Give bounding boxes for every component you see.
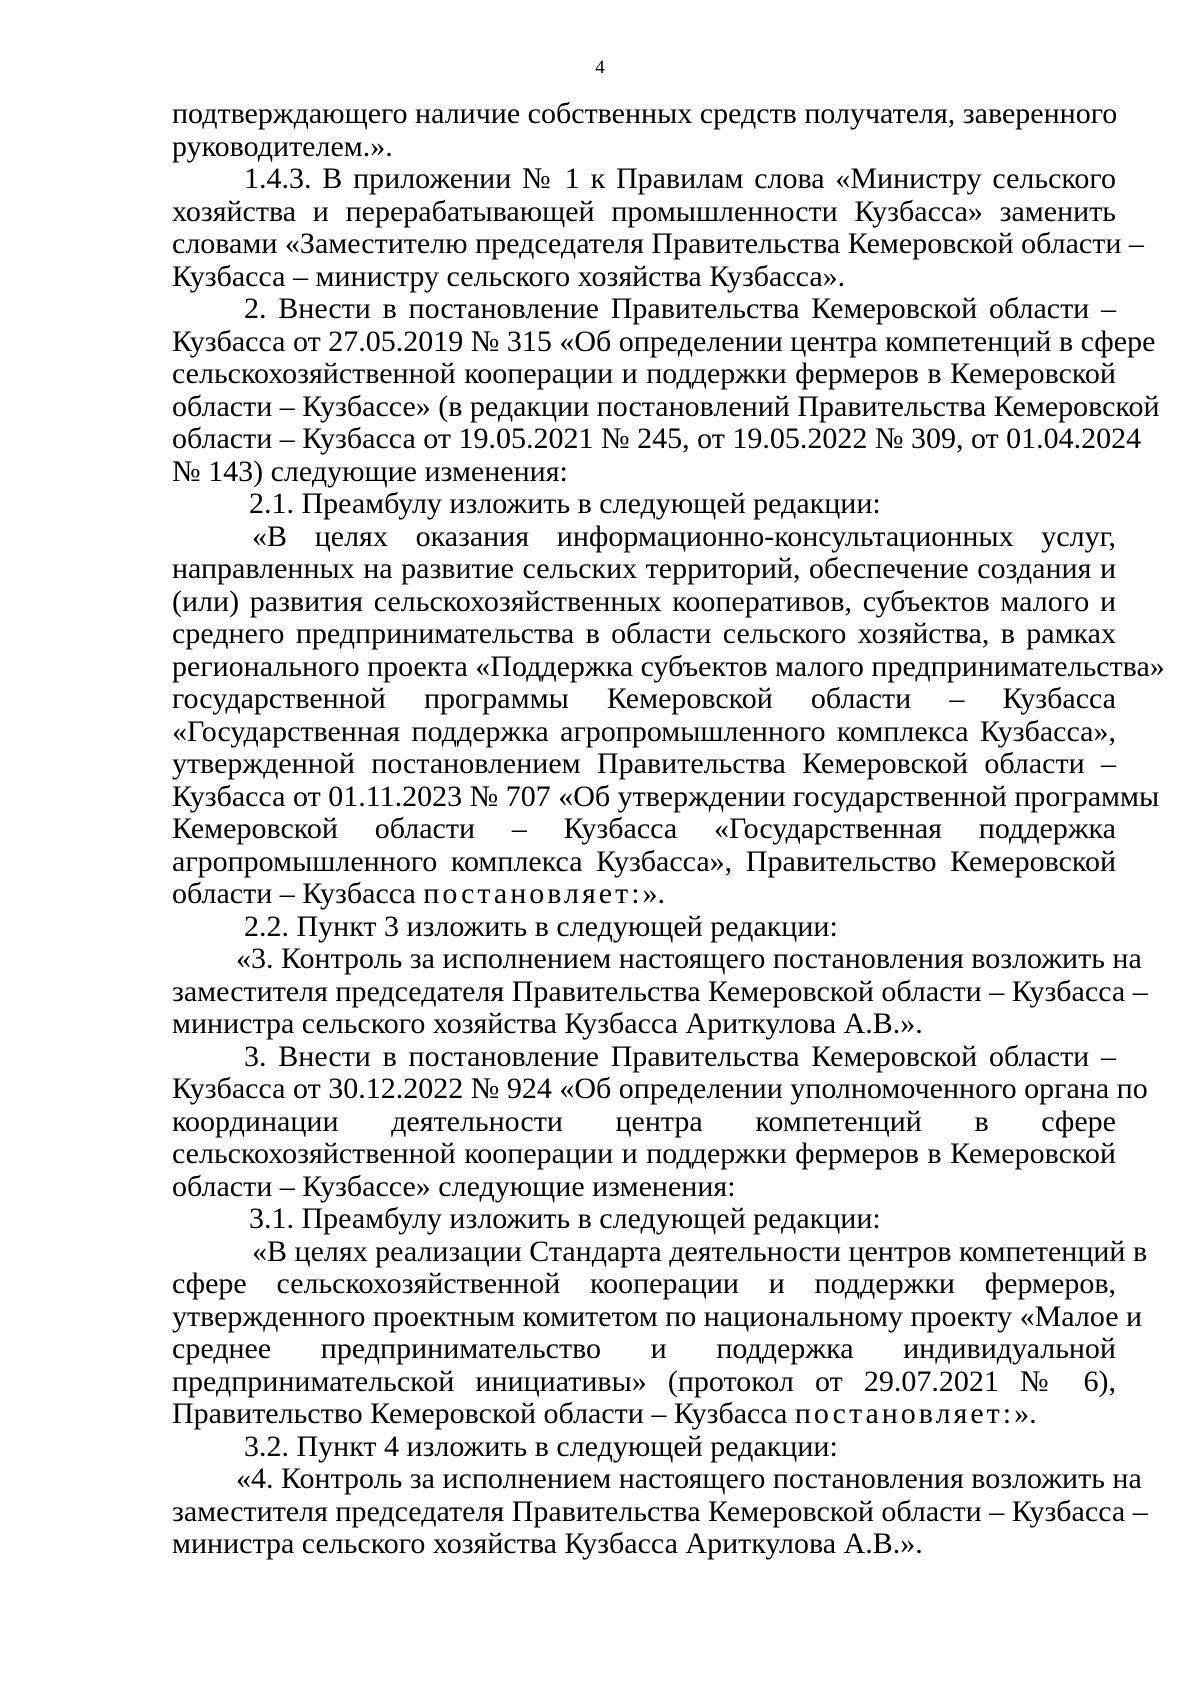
text-line: Правительство Кемеровской области – Кузбасса постановляет:». <box>172 1397 1037 1430</box>
spaced-word: постановляет: <box>794 1397 1015 1430</box>
text-line: Кузбасса от 27.05.2019 № 315 «Об определении центра компетенций в сфере <box>172 324 1156 358</box>
text-line: агропромышленного комплекса Кузбасса», Правительство Кемеровской <box>172 844 1116 878</box>
text-line: утвержденного проектным комитетом по национальному проекту «Малое и <box>172 1299 1143 1333</box>
text-line: регионального проекта «Поддержка субъектов малого предпринимательства» <box>172 649 1165 683</box>
text-line: министра сельского хозяйства Кузбасса Ариткулова А.В.». <box>172 1007 923 1040</box>
text-line: Кузбасса – министру сельского хозяйства Кузбасса». <box>172 259 846 293</box>
text-line: области – Кузбасса постановляет:». <box>172 877 666 910</box>
page-number: 4 <box>595 57 605 78</box>
text-line: направленных на развитие сельских территорий, обеспечение создания и <box>172 552 1116 585</box>
text-line: заместителя председателя Правительства Кемеровской области – Кузбасса – <box>172 1494 1148 1528</box>
text-line: «В целях реализации Стандарта деятельности центров компетенций в <box>252 1234 1148 1268</box>
text-line: № 143) следующие изменения: <box>172 454 568 488</box>
spaced-word: постановляет: <box>423 877 643 910</box>
text-line: подтверждающего наличие собственных средств получателя, заверенного <box>172 97 1118 130</box>
text-line: области – Кузбассе» (в редакции постановлений Правительства Кемеровской <box>172 389 1160 423</box>
text-line: 2.2. Пункт 3 изложить в следующей редакции: <box>244 909 838 943</box>
text-line: 2.1. Преамбулу изложить в следующей редакции: <box>249 487 881 520</box>
text-line: сельскохозяйственной кооперации и поддержки фермеров в Кемеровской <box>172 357 1116 390</box>
text-line: хозяйства и перерабатывающей промышленности Кузбасса» заменить <box>172 194 1116 228</box>
document-body <box>172 97 1165 1561</box>
text-line: 3. Внести в постановление Правительства Кемеровской области – <box>244 1039 1116 1073</box>
text-line: 3.2. Пункт 4 изложить в следующей редакции: <box>244 1429 838 1463</box>
text-line: словами «Заместителю председателя Правительства Кемеровской области – <box>172 227 1144 260</box>
text-line: «4. Контроль за исполнением настоящего постановления возложить на <box>236 1462 1142 1495</box>
text-line: государственной программы Кемеровской области – Кузбасса <box>172 682 1116 715</box>
text-line: руководителем.». <box>172 129 393 163</box>
text-line: среднее предпринимательство и поддержка индивидуальной <box>172 1332 1116 1365</box>
text-line: координации деятельности центра компетенций в сфере <box>172 1104 1116 1138</box>
text-line: сельскохозяйственной кооперации и поддержки фермеров в Кемеровской <box>172 1137 1116 1170</box>
text-line: сфере сельскохозяйственной кооперации и поддержки фермеров, <box>172 1267 1116 1300</box>
text-line: заместителя председателя Правительства Кемеровской области – Кузбасса – <box>172 974 1148 1008</box>
text-line: «Государственная поддержка агропромышленного комплекса Кузбасса», <box>172 714 1116 748</box>
text-line: утвержденной постановлением Правительства Кемеровской области – <box>172 747 1116 780</box>
text-line: Кузбасса от 01.11.2023 № 707 «Об утверждении государственной программы <box>172 779 1160 813</box>
text-line: 3.1. Преамбулу изложить в следующей редакции: <box>249 1202 881 1235</box>
text-line: предпринимательской инициативы» (протокол от 29.07.2021 № 6), <box>172 1364 1116 1398</box>
text-line: 2. Внести в постановление Правительства Кемеровской области – <box>244 292 1116 325</box>
text-line: области – Кузбассе» следующие изменения: <box>172 1169 736 1203</box>
text-line: Кемеровской области – Кузбасса «Государственная поддержка <box>172 812 1116 845</box>
text-line: «3. Контроль за исполнением настоящего постановления возложить на <box>236 942 1142 975</box>
text-line: 1.4.3. В приложении № 1 к Правилам слова «Министру сельского <box>244 162 1116 195</box>
text-line: (или) развития сельскохозяйственных кооперативов, субъектов малого и <box>172 584 1116 618</box>
text-line: Кузбасса от 30.12.2022 № 924 «Об определении уполномоченного органа по <box>172 1072 1148 1105</box>
text-line: министра сельского хозяйства Кузбасса Ариткулова А.В.». <box>172 1527 923 1560</box>
text-line: среднего предпринимательства в области сельского хозяйства, в рамках <box>172 617 1116 650</box>
text-line: области – Кузбасса от 19.05.2021 № 245, от 19.05.2022 № 309, от 01.04.2024 <box>172 422 1142 455</box>
text-line: «В целях оказания информационно-консультационных услуг, <box>252 519 1116 553</box>
